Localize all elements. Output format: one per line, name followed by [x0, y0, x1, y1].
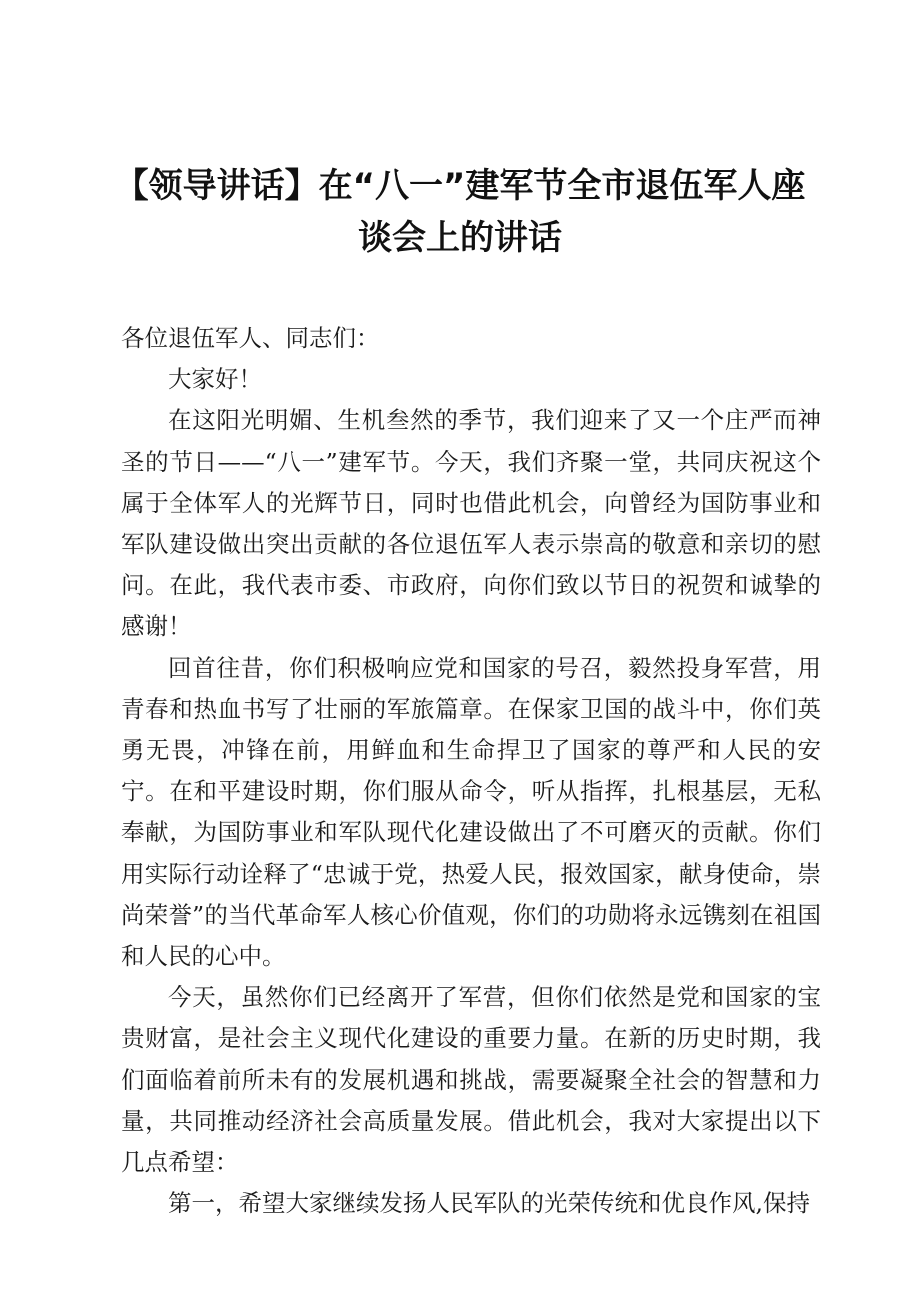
paragraph: 第一，希望大家继续发扬人民军队的光荣传统和优良作风,保持	[168, 1189, 810, 1218]
greeting: 大家好！	[168, 365, 262, 394]
document-title: 【领导讲话】在“八一”建军节全市退伍军人座谈会上的讲话	[114, 166, 806, 258]
paragraph: 在这阳光明媚、生机叁然的季节，我们迎来了又一个庄严而神圣的节日——“八一”建军节。今天，我们齐聚一堂，共同庆祝这个属于全体军人的光辉节日，同时也借此机会，向曾经为国防事业和军队建设做出突出贡献的各位退伍军人表示崇高的敬意和亲切的慰问。在此，我代表市委、市政府，向你们致以节日的祝贺和诚挚的感谢！	[121, 406, 821, 641]
salutation: 各位退伍军人、同志们：	[121, 324, 380, 352]
paragraph: 回首往昔，你们积极响应党和国家的号召，毅然投身军营，用青春和热血书写了壮丽的军旅篇章。在保家卫国的战斗中，你们英勇无畏，冲锋在前，用鲜血和生命捍卫了国家的尊严和人民的安宁。在和平建设时期，你们服从命令，听从指挥，扎根基层，无私奉献，为国防事业和军队现代化建设做出了不可磨灭的贡献。你们用实际行动诠释了“忠诚于党，热爱人民，报效国家，献身使命，崇尚荣誉”的当代革命军人核心价值观，你们的功勋将永远镌刻在祖国和人民的心中。	[121, 653, 821, 971]
paragraph: 今天，虽然你们已经离开了军营，但你们依然是党和国家的宝贵财富，是社会主义现代化建设的重要力量。在新的历史时期，我们面临着前所未有的发展机遇和挑战，需要凝聚全社会的智慧和力量，共同推动经济社会高质量发展。借此机会，我对大家提出以下几点希望：	[121, 983, 821, 1177]
document-body	[121, 318, 821, 1224]
